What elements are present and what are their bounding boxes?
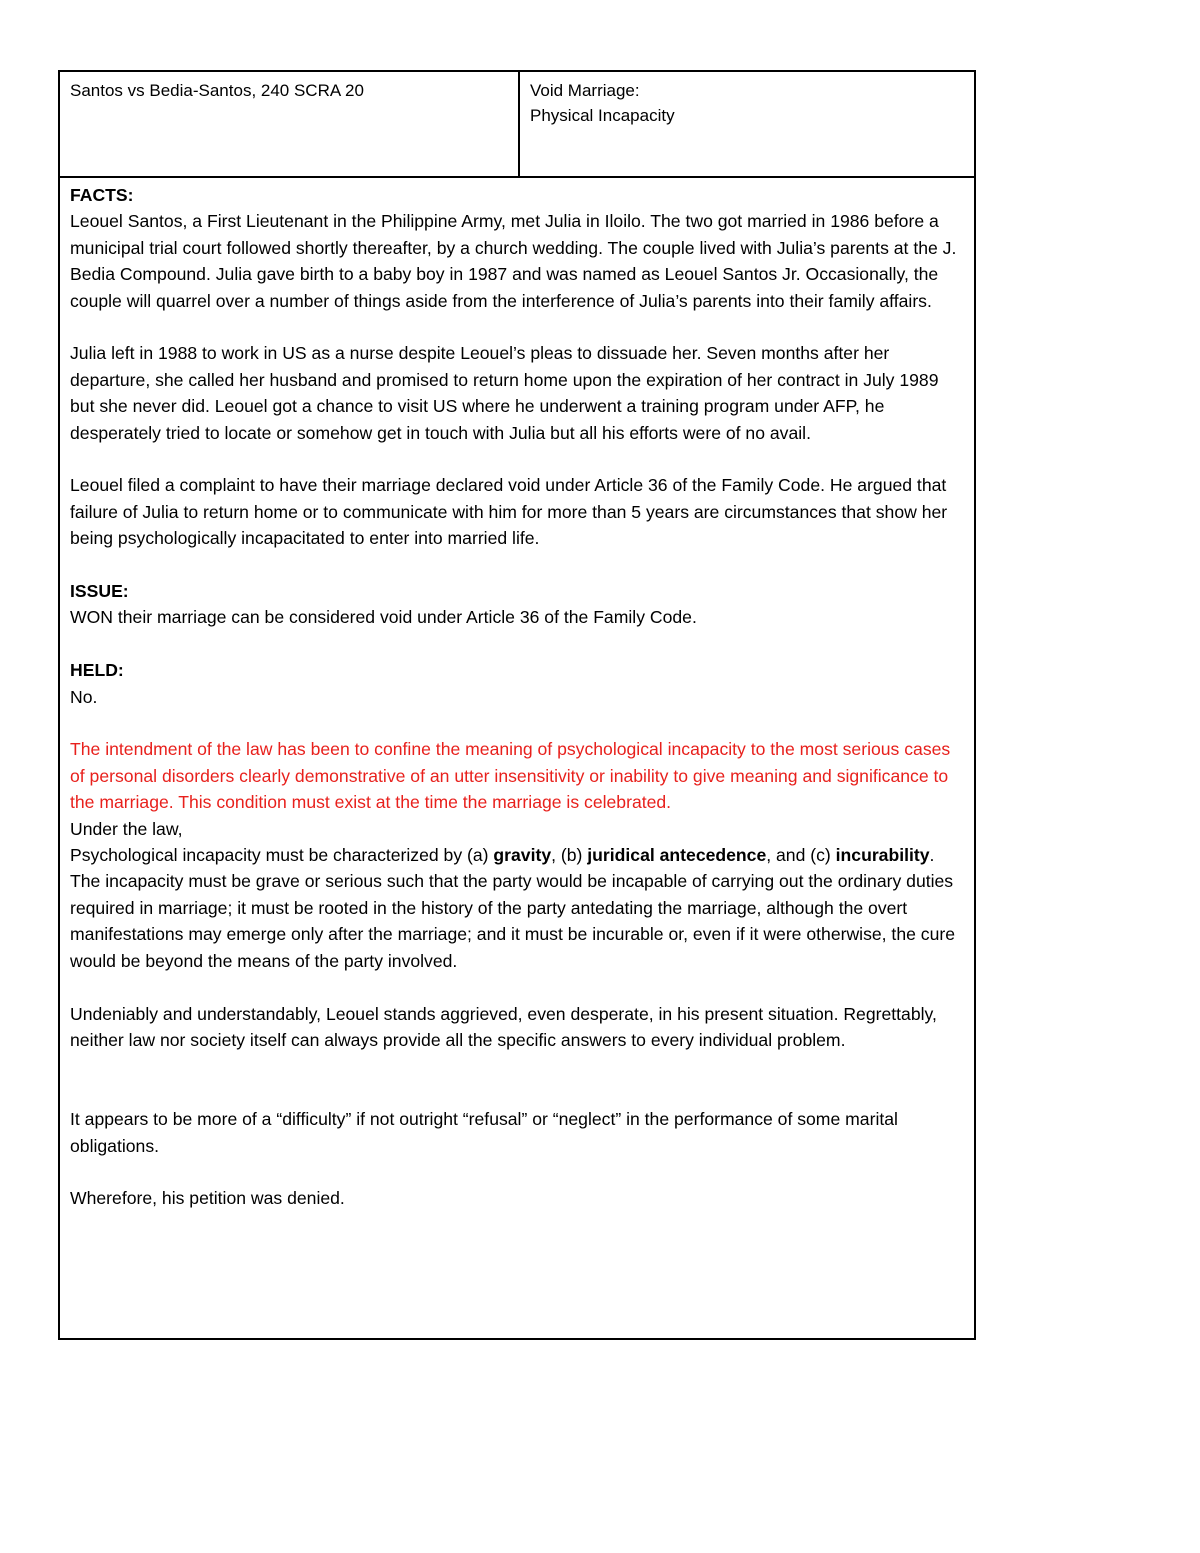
case-title-cell [60,72,520,176]
issue-heading: ISSUE: [70,581,129,602]
wherefore-paragraph: Wherefore, his petition was denied. [70,1188,345,1209]
facts-paragraph-1: Leouel Santos, a First Lieutenant in the Philippine Army, met Julia in Iloilo. The two got married in 1986 before a municipal trial court followed shortly thereafter, by a church wedding. The couple lived with Julia’s parents at the J. Bedia Compound. Julia gave birth to a baby boy in 1987 and was named as Leouel Santos Jr. Occasionally, the couple will quarrel over a number of things aside from the interference of Julia’s parents into their family affairs. [70,211,957,311]
pi-juridical-antecedence: juridical antecedence [587,845,767,866]
facts-paragraph-2: Julia left in 1988 to work in US as a nurse despite Leouel’s pleas to dissuade her. Seven months after her departure, she called her husband and promised to return home upon the expiration of her contract in July 1989 but she never did. Leouel got a chance to visit US where he underwent a training program under AFP, he desperately tried to locate or somehow get in touch with Julia but all his efforts were of no avail. [70,343,939,443]
appears-paragraph: It appears to be more of a “difficulty” if not outright “refusal” or “neglect” in the performance of some marital obligations. [70,1109,898,1156]
issue-text: WON their marriage can be considered void under Article 36 of the Family Code. [70,607,697,628]
pi-text-1: Psychological incapacity must be characterized by (a) [70,845,494,866]
pi-gravity: gravity [493,845,552,866]
topic-line-2: Physical Incapacity [530,106,675,125]
held-heading: HELD: [70,660,124,681]
topic-cell [520,72,974,176]
under-the-law: Under the law, [70,818,183,839]
pi-incurability: incurability [835,845,930,866]
digest-body-cell [58,178,976,1340]
psychological-incapacity-paragraph [70,842,964,974]
case-digest-table [58,70,976,1340]
held-red-paragraph: The intendment of the law has been to confine the meaning of psychological incapacity to the most serious cases of personal disorders clearly demonstrative of an utter insensitivity or inability to give meaning and significance to the marriage. This condition must exist at the time the marriage is celebrated. [70,739,951,813]
header-row [58,70,976,178]
topic-line-1: Void Marriage: [530,81,640,100]
pi-text-3: , and (c) [766,845,836,866]
pi-text-4: . The incapacity must be grave or serious such that the party would be incapable of carrying out the ordinary duties required in marriage; it must be rooted in the history of the party antedating the marriage, although the overt manifestations may emerge only after the marriage; and it must be incurable or, even if it were otherwise, the cure would be beyond the means of the party involved. [70,845,956,971]
pi-text-2: , (b) [551,845,588,866]
case-title: Santos vs Bedia-Santos, 240 SCRA 20 [70,81,364,100]
facts-heading: FACTS: [70,185,134,205]
undeniably-paragraph: Undeniably and understandably, Leouel stands aggrieved, even desperate, in his present situation. Regrettably, neither law nor society itself can always provide all the specific answers to every individual problem. [70,1003,937,1050]
held-answer: No. [70,686,98,707]
facts-paragraph-3: Leouel filed a complaint to have their marriage declared void under Article 36 of the Family Code. He argued that failure of Julia to return home or to communicate with him for more than 5 years are circumstances that show her being psychologically incapacitated to enter into married life. [70,475,948,549]
